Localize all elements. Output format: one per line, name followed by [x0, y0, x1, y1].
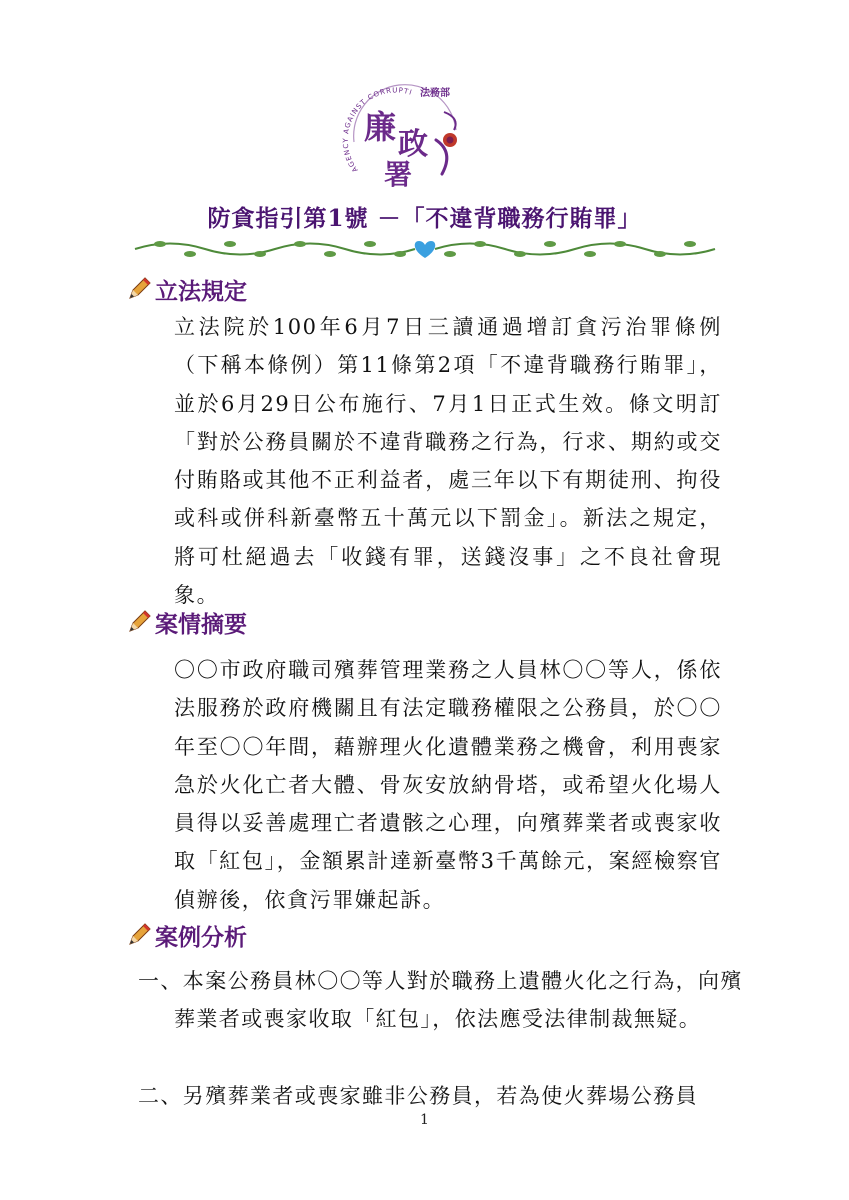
logo-char-3: 署: [384, 158, 413, 191]
section-heading-text: 立法規定: [155, 277, 247, 305]
logo-char-1: 廉: [364, 108, 397, 146]
logo-arc-text: AGENCY AGAINST CORRUPTI: [341, 86, 414, 174]
section-heading-case-summary: [126, 605, 247, 639]
logo-ministry-text: 法務部: [420, 88, 450, 99]
document-title: 防貪指引第1號 －「不違背職務行賄罪」: [207, 205, 642, 232]
section-heading-legislation: [126, 272, 247, 306]
section-heading-text: 案例分析: [155, 923, 247, 951]
logo-char-2: 政: [398, 127, 428, 162]
pencil-icon: [126, 922, 152, 948]
section-body-legislation: 立法院於100年6月7日三讀通過增訂貪污治罪條例（下稱本條例）第11條第2項「不違背職務行賄罪」，並於6月29日公布施行、7月1日正式生效。條文明訂「對於公務員關於不違背職務之行為，行求、期約或交付賄賂或其他不正利益者，處三年以下有期徒刑、拘役或科或併科新臺幣五十萬元以下罰金」。新法之規定，將可杜絕過去「收錢有罪，送錢沒事」之不良社會現象。: [174, 315, 722, 608]
agency-logo: [336, 82, 476, 192]
analysis-item-1: 一、本案公務員林〇〇等人對於職務上遺體火化之行為，向殯葬業者或喪家收取「紅包」，依法應受法律制裁無疑。: [138, 969, 743, 1032]
section-body-case-summary: 〇〇市政府職司殯葬管理業務之人員林〇〇等人，係依法服務於政府機關且有法定職務權限之公務員，於〇〇年至〇〇年間，藉辦理火化遺體業務之機會，利用喪家急於火化亡者大體、骨灰安放納骨塔，或希望火化場人員得以妥善處理亡者遺骸之心理，向殯葬業者或喪家收取「紅包」，金額累計達新臺幣3千萬餘元，案經檢察官偵辦後，依貪污罪嫌起訴。: [174, 658, 722, 912]
page-number: 1: [420, 1112, 429, 1128]
section-heading-text: 案情摘要: [155, 610, 247, 638]
pencil-icon: [126, 609, 152, 635]
heart-icon: [415, 241, 436, 258]
section-heading-case-analysis: [126, 918, 247, 952]
decorative-vine-divider: [130, 236, 720, 262]
pencil-icon: [126, 276, 152, 302]
analysis-item-2: 二、另殯葬業者或喪家雖非公務員，若為使火葬場公務員: [138, 1084, 698, 1108]
